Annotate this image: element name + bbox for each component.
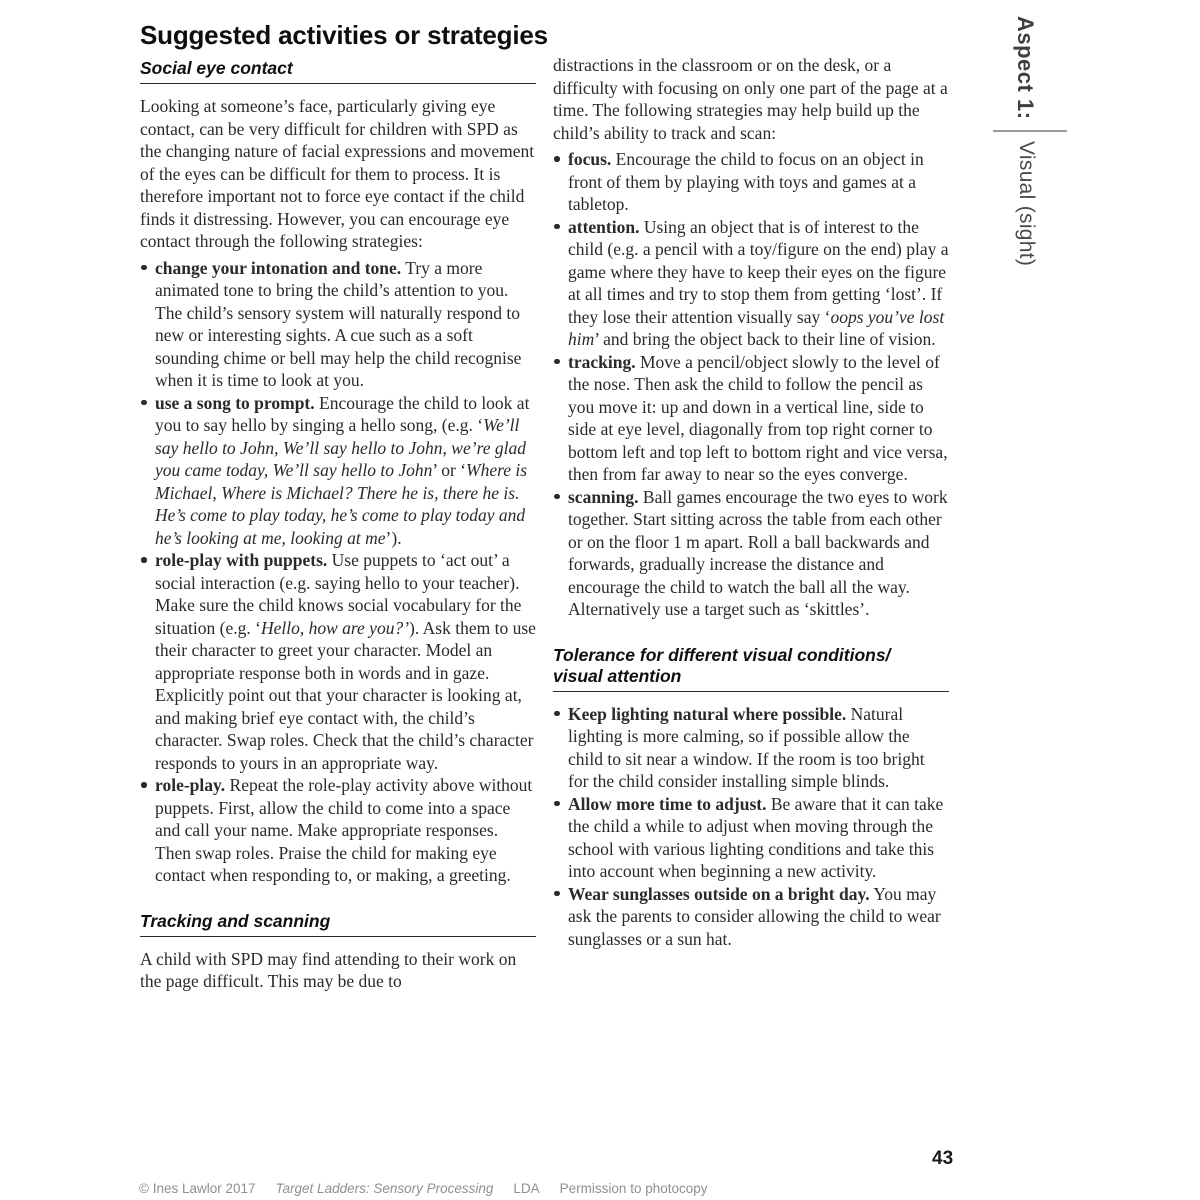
footer [139,1181,708,1196]
text-run: Try a more animated tone to bring the child’s attention to you. The child’s sensory system will naturally respond to new or interesting sights. A cue such as a soft sounding chime or bell may help the child recognise when it is time to look at you. [155,257,522,390]
bold-text-run: Wear sunglasses outside on a bright day. [568,883,870,904]
text-run: Ball games encourage the two eyes to work together. Start sitting across the table from each other or on the floor 1 m apart. Roll a ball backwards and forwards, gradually increase the distance and encourage the child to watch the ball all the way. Alternatively use a target such as ‘skittles’. [568,486,948,619]
text-run: You may ask the parents to consider allowing the child to wear sunglasses or a sun hat. [568,883,941,949]
aspect-tab-label: Aspect 1: [1013,16,1038,120]
bold-text-run: attention. [568,216,640,237]
bullet-item [553,486,949,621]
text-run: ’). [385,527,402,548]
text-run: Move a pencil/object slowly to the level of the nose. Then ask the child to follow the pencil as you move it: up and down in a vertical line, side to side at eye level, diagonally from top right corner to bottom left and top left to bottom right and vice versa, then from far away to near so the eyes converge. [568,351,948,484]
bullet-item [553,216,949,351]
text-run: Using an object that is of interest to the child (e.g. a pencil with a toy/figure on the end) play a game where they have to keep their eyes on the figure at all times and try to stop them from getting ‘lost’. If they lose their attention visually say ‘ [568,216,949,327]
italic-text-run: Where is Michael, Where is Michael? There he is, there he is. He’s come to play today, he’s come to play today and he’s looking at me, looking at me [155,460,528,548]
text-run: Natural lighting is more calming, so if possible allow the child to sit near a window. If the room is too bright for the child consider installing simple blinds. [568,703,925,791]
bullet-item [553,793,949,883]
bold-text-run: focus. [568,149,612,169]
bullet-item [553,148,949,216]
bullet-item [553,703,949,793]
text-run: distractions in the classroom or on the desk, or a difficulty with focusing on only one part of the page at a time. The following strategies may help build up the child’s ability to track and scan: [553,55,948,143]
bullet-icon [554,156,560,162]
bold-text-run: scanning. [568,486,639,507]
bullet-icon [141,400,147,406]
bold-text-run: role-play with puppets. [155,550,328,570]
bullet-item [140,549,536,774]
bullet-item [140,774,536,887]
body-paragraph [140,948,536,993]
bullet-list [140,257,536,887]
section-heading-text: visual attention [553,665,682,686]
bullet-icon [554,494,560,500]
bold-text-run: role-play. [155,775,226,795]
bullet-item [553,351,949,486]
bold-text-run: use a song to prompt. [155,392,315,413]
text-run: Encourage the child to focus on an object in front of them by playing with toys and games at a tabletop. [568,149,924,214]
text-run: Be aware that it can take the child a while to adjust when moving through the school with various lighting conditions and take this into account when beginning a new activity. [568,793,944,881]
section-heading [553,645,949,692]
bullet-item [140,257,536,392]
section-heading [140,911,536,937]
text-run: ’ and bring the object back to their line of vision. [594,329,936,349]
bullet-icon [141,265,147,271]
italic-text-run: Hello, how are you?’ [260,617,410,638]
section-heading-text: Social eye contact [140,58,293,78]
italic-text-run: We’ll say hello to John, We’ll say hello to John, we’re glad you came today, We’ll say hello to John [155,415,526,480]
bold-text-run: change your intonation and tone. [155,257,402,278]
italic-text-run: oops you’ve lost him [568,306,945,349]
bullet-list [553,703,949,951]
bullet-icon [554,224,560,230]
bullet-icon [141,557,147,563]
bullet-item [140,392,536,550]
column-left [140,58,536,997]
bullet-icon [554,711,560,717]
text-run: Repeat the role-play activity above without puppets. First, allow the child to come into a space and call your name. Make appropriate responses. Then swap roles. Praise the child for making eye contact when responding to, or making, a greeting. [155,775,533,885]
bullet-list [553,148,949,621]
body-paragraph [553,54,949,144]
body-paragraph [140,95,536,253]
bullet-icon [141,782,147,788]
bold-text-run: Allow more time to adjust. [568,793,767,814]
page-number: 43 [932,1148,954,1169]
page-title: Suggested activities or strategies [140,20,548,51]
bold-text-run: tracking. [568,351,636,372]
bullet-item [553,883,949,951]
text-run: ). Ask them to use their character to greet your character. Model an appropriate response both in words and in gaze. Explicitly point out that your character is looking at, and making brief eye contact with, the child’s character. Swap roles. Check that the child’s character responds to yours in an appropriate way. [155,617,536,773]
text-run: Looking at someone’s face, particularly giving eye contact, can be very difficult for children with SPD as the changing nature of facial expressions and movement of the eyes can be difficult for them to process. It is therefore important not to force eye contact if the child finds it distressing. However, you can encourage eye contact through the following strategies: [140,96,535,251]
bullet-icon [554,891,560,897]
bold-text-run: Keep lighting natural where possible. [568,703,847,724]
text-run: Use puppets to ‘act out’ a social interaction (e.g. saying hello to your teacher). Make sure the child knows social vocabulary for the situation (e.g. ‘ [155,550,522,638]
footer-copyright: © Ines Lawlor 2017 [139,1181,256,1196]
footer-publisher: LDA [513,1181,540,1196]
bullet-icon [554,359,560,365]
footer-series-title: Target Ladders: Sensory Processing [275,1181,494,1196]
column-right [553,54,949,954]
text-run: ’ or ‘ [432,460,467,480]
section-heading [140,58,536,84]
text-run: A child with SPD may find attending to their work on the page difficult. This may be due to [140,948,517,991]
aspect-tab-value: Visual (sight) [1015,141,1038,267]
footer-permission-note: Permission to photocopy [559,1181,708,1196]
section-heading-text: Tolerance for different visual conditions/ [553,644,891,665]
aspect-tab-divider [993,130,1067,132]
bullet-icon [554,801,560,807]
section-heading-text: Tracking and scanning [140,910,331,931]
text-run: Encourage the child to look at you to say hello by singing a hello song, (e.g. ‘ [155,392,530,435]
